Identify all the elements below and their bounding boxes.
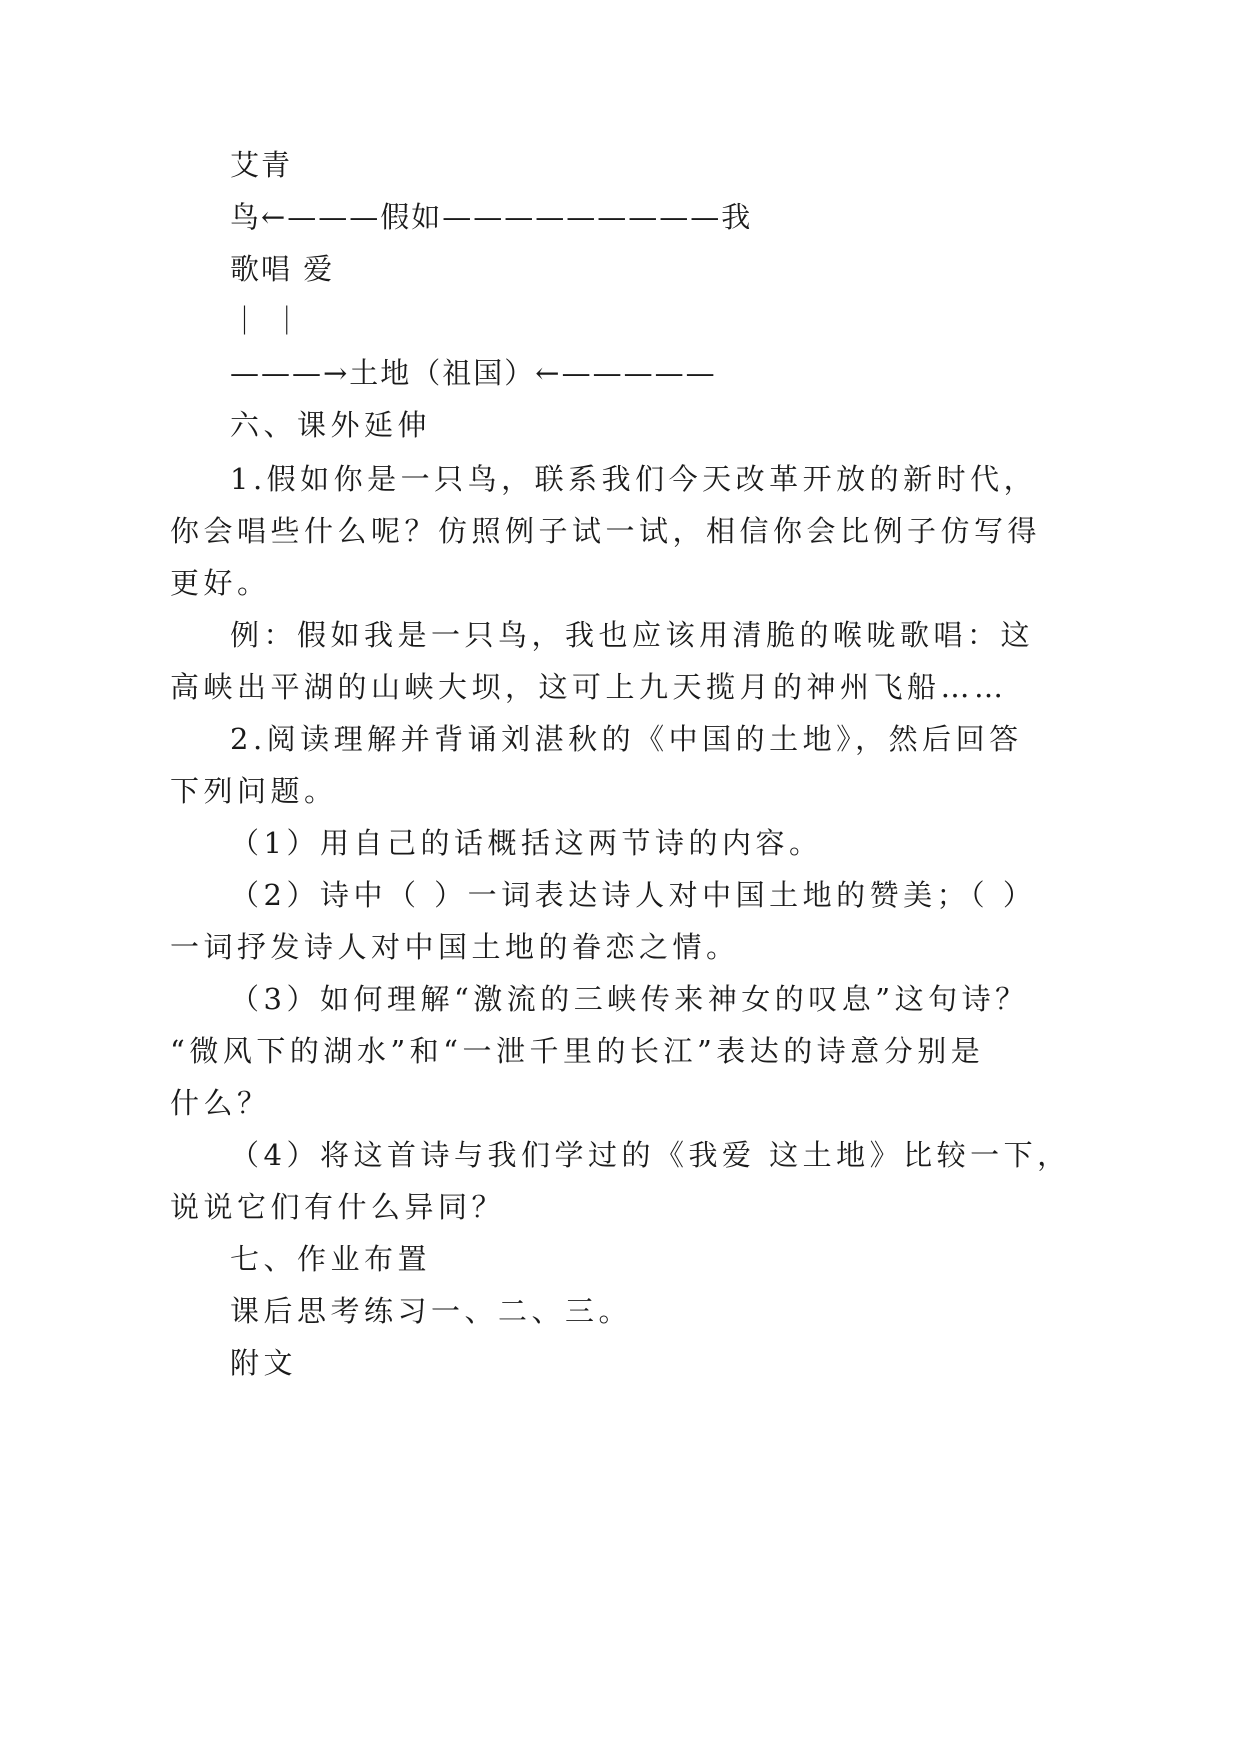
q1-line-3: 更好。	[170, 566, 271, 600]
diagram-row-1: 鸟←———假如—————————我	[230, 200, 753, 234]
sub-question-2-line-1: （2）诗中（ ）一词表达诗人对中国土地的赞美；（ ）	[230, 878, 1037, 912]
homework-text: 课后思考练习一、二、三。	[230, 1294, 633, 1328]
diagram-row-4: ———→土地（祖国）←—————	[230, 356, 717, 390]
diagram-row-2: 歌唱 爱	[230, 252, 335, 286]
q2-line-1: 2.阅读理解并背诵刘湛秋的《中国的土地》，然后回答	[230, 722, 1023, 756]
sub-question-2-line-2: 一词抒发诗人对中国土地的眷恋之情。	[170, 930, 740, 964]
diagram-author: 艾青	[230, 148, 293, 182]
q2-line-2: 下列问题。	[170, 774, 338, 808]
q1-line-2: 你会唱些什么呢？仿照例子试一试，相信你会比例子仿写得	[170, 514, 1042, 548]
appendix-label: 附文	[230, 1346, 298, 1380]
q1-line-1: 1.假如你是一只鸟，联系我们今天改革开放的新时代，	[230, 462, 1038, 496]
example-line-1: 例：假如我是一只鸟，我也应该用清脆的喉咙歌唱：这	[230, 618, 1035, 652]
sub-question-1: （1）用自己的话概括这两节诗的内容。	[230, 826, 823, 860]
sub-question-3-line-3: 什么？	[170, 1086, 271, 1120]
example-line-2: 高峡出平湖的山峡大坝，这可上九天揽月的神州飞船……	[170, 670, 1008, 704]
sub-question-4-line-1: （4）将这首诗与我们学过的《我爱 这土地》比较一下，	[230, 1138, 1071, 1172]
section-heading-7: 七、作业布置	[230, 1242, 432, 1276]
sub-question-3-line-2: “微风下的湖水”和“一泄千里的长江”表达的诗意分别是	[170, 1034, 985, 1068]
section-heading-6: 六、课外延伸	[230, 408, 432, 442]
sub-question-4-line-2: 说说它们有什么异同？	[170, 1190, 506, 1224]
diagram-row-3: ｜ ｜	[230, 304, 304, 338]
sub-question-3-line-1: （3）如何理解“激流的三峡传来神女的叹息”这句诗？	[230, 982, 1029, 1016]
